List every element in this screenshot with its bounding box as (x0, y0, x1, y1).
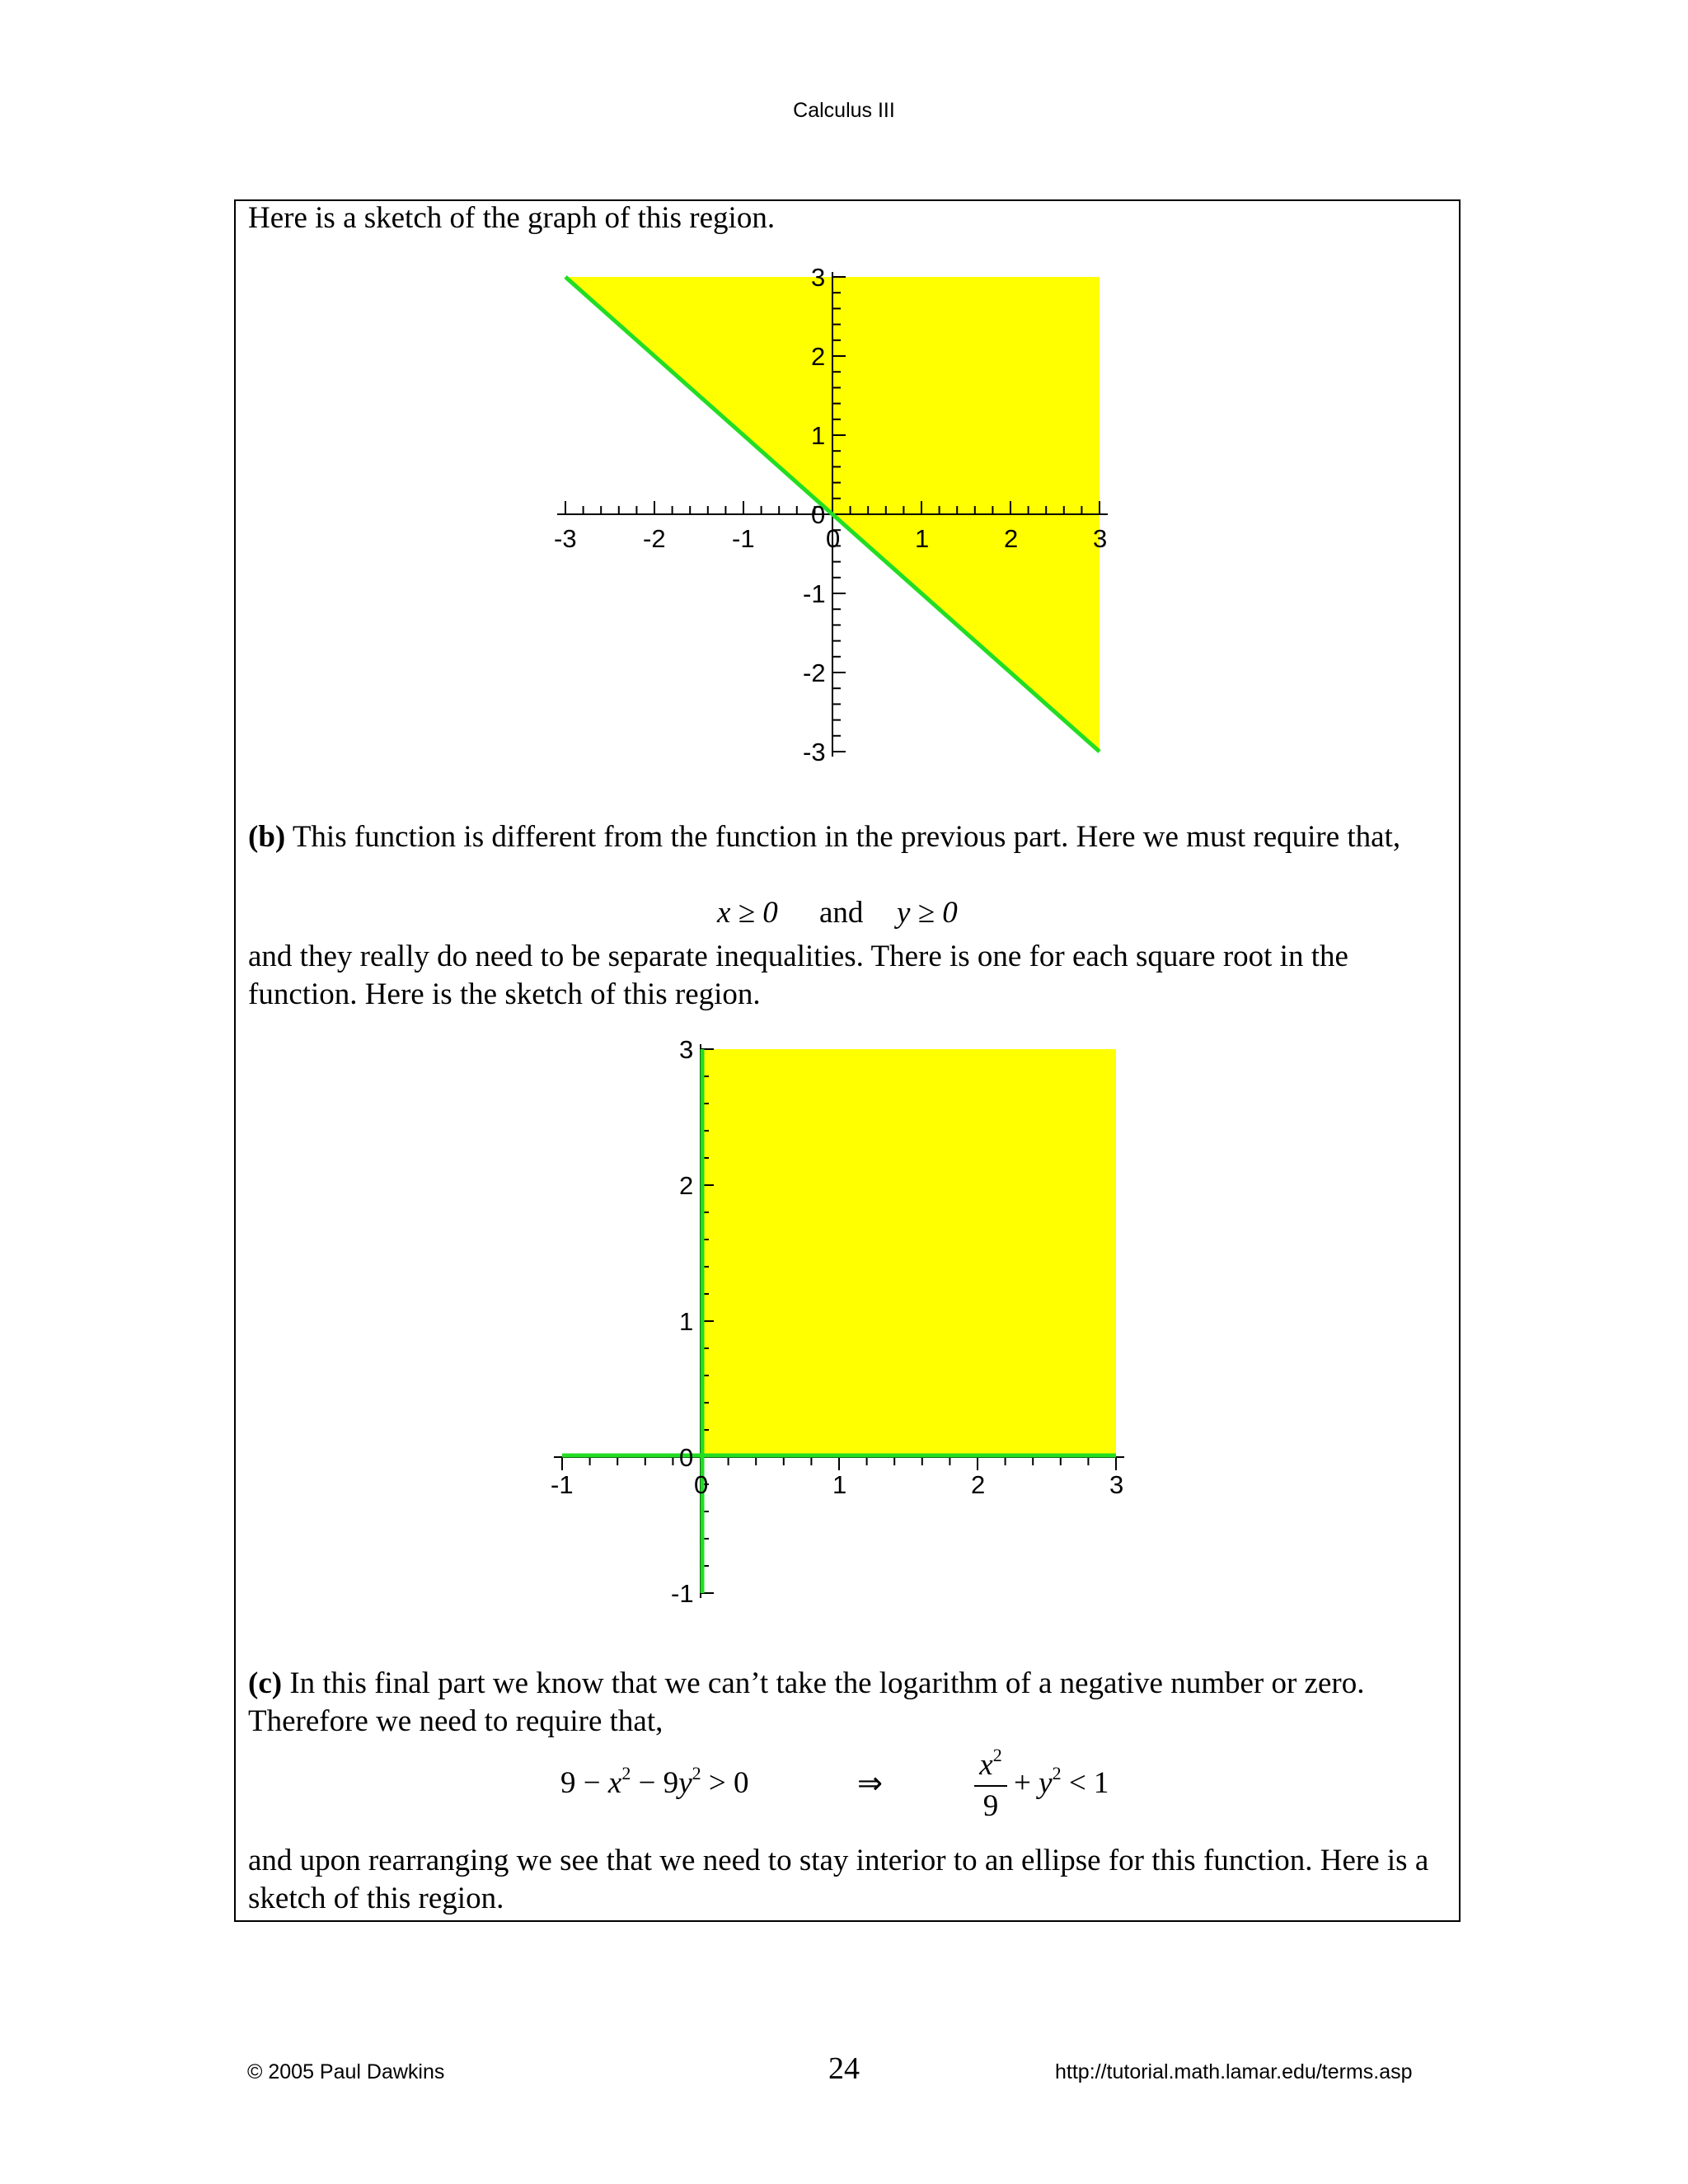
x-tick-label: -1 (551, 1470, 574, 1499)
section-c-text1 (248, 1665, 1443, 1741)
x-tick-label: 3 (1093, 524, 1108, 553)
x-tick-label: 0 (694, 1470, 709, 1499)
footer-copyright: © 2005 Paul Dawkins (247, 2060, 445, 2083)
footer-url: http://tutorial.math.lamar.edu/terms.asp (1055, 2060, 1413, 2083)
chart-region-a (528, 247, 1154, 775)
y-tick-label: 0 (811, 500, 826, 529)
x-tick-label: 2 (971, 1470, 986, 1499)
section-b-text2: and they really do need to be separate inequalities. There is one for each square root in the function. Here is the sketch of this region. (248, 940, 1348, 1011)
section-b-text1 (248, 818, 1443, 856)
x-tick-label: 2 (1004, 524, 1019, 553)
y-tick-label: -2 (803, 658, 826, 687)
section-b-body: This function is different from the function in the previous part. Here we must require that, (292, 820, 1401, 854)
page-header: Calculus III (793, 99, 895, 122)
implies-symbol: ⇒ (857, 1767, 884, 1801)
y-tick-label: 1 (811, 421, 826, 450)
x-tick-label: -3 (554, 524, 577, 553)
section-a-intro: Here is a sketch of the graph of this region. (248, 201, 776, 235)
condition-x: x ≥ 0 (717, 896, 778, 930)
y-tick-label: 3 (811, 263, 826, 292)
x-tick-label: 1 (832, 1470, 847, 1499)
region-fill (701, 1049, 1116, 1457)
section-c-text2: and upon rearranging we see that we need to stay interior to an ellipse for this function. Here is a sketch of this region. (248, 1844, 1429, 1915)
x-tick-label: -2 (643, 524, 666, 553)
inequality-left: $9 - x^2 - 9y^2 > 0$ (560, 1763, 749, 1800)
chart-region-b (528, 1012, 1154, 1622)
y-tick-label: 3 (679, 1035, 694, 1064)
condition-y: y ≥ 0 (897, 896, 958, 930)
y-tick-label: 2 (679, 1171, 694, 1200)
y-tick-label: 2 (811, 342, 826, 371)
y-tick-label: 1 (679, 1307, 694, 1336)
y-tick-label: -3 (803, 738, 826, 766)
x-tick-label: -1 (732, 524, 755, 553)
x-tick-label: 1 (915, 524, 930, 553)
section-c-label: (c) (248, 1666, 283, 1700)
y-tick-label: 0 (679, 1443, 694, 1472)
x-tick-label: 3 (1109, 1470, 1124, 1499)
y-tick-label: -1 (803, 579, 826, 608)
condition-and: and (819, 896, 864, 930)
x-tick-label: 0 (826, 524, 841, 553)
section-b-label: (b) (248, 820, 286, 854)
y-tick-label: -1 (671, 1579, 694, 1608)
page-number: 24 (828, 2051, 860, 2086)
section-c-body: In this final part we know that we can’t take the logarithm of a negative number or zero. Therefore we need to require that, (248, 1666, 1365, 1738)
